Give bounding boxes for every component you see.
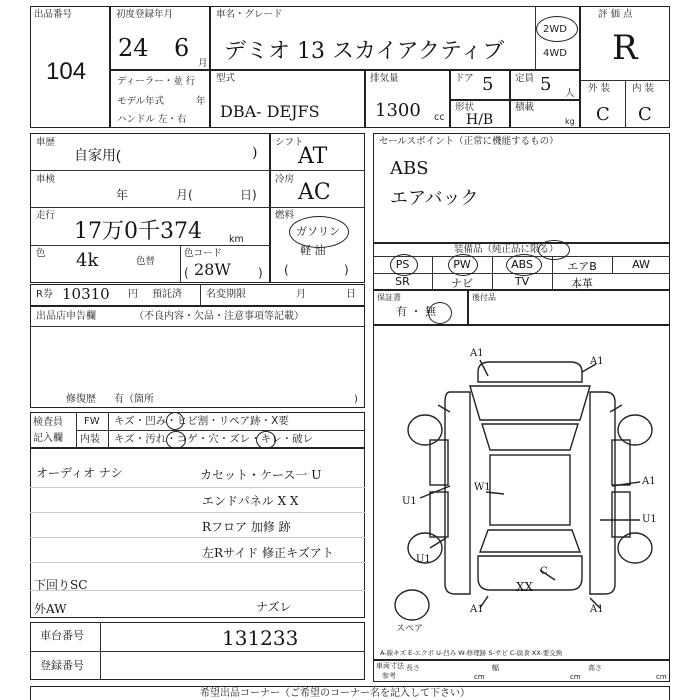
recycle-yen: 円 xyxy=(128,289,138,300)
color-paren-close: ) xyxy=(258,266,263,280)
equip-sr: SR xyxy=(395,275,410,288)
displacement-label: 排気量 xyxy=(370,73,399,84)
fuel-diesel: 軽 油 xyxy=(300,244,326,257)
equip-ps: PS xyxy=(395,258,410,271)
repair-label: 修復歴 xyxy=(66,394,96,405)
km-unit: km xyxy=(229,234,244,245)
load-label: 積載 xyxy=(515,102,535,113)
displacement-value: 1300 xyxy=(375,100,421,121)
notes-label: 出品店申告欄 xyxy=(36,311,96,322)
after-parts-label: 後付品 xyxy=(472,293,496,302)
reg-month: 6 xyxy=(174,34,190,62)
interior-grade: C xyxy=(638,104,652,125)
comment-left-side: 左Rサイド 修正キズアト xyxy=(202,546,334,560)
equip-airbag: エアB xyxy=(567,260,597,273)
notes-hint: （不良内容・欠品・注意事項等記載） xyxy=(134,311,304,322)
color-code-value: 28W xyxy=(194,260,231,279)
damage-left-door-w1: W1 xyxy=(474,482,491,493)
name-change-day: 日 xyxy=(346,289,356,300)
damage-right-a1: A1 xyxy=(642,476,656,487)
exterior-grade: C xyxy=(596,104,610,125)
comment-underbody: 下回りSC xyxy=(34,578,88,592)
spare-label: スペア xyxy=(396,624,424,634)
color-label: 色 xyxy=(36,248,46,259)
cc-unit: cc xyxy=(434,112,445,123)
color-paren-open: ( xyxy=(184,266,189,280)
capacity-label: 定員 xyxy=(515,73,535,84)
dimensions-width-cm: cm xyxy=(570,673,581,681)
interior-items: キズ・汚れ・コゲ・穴・ズレ・キレ・破レ xyxy=(114,433,314,445)
damage-front-right-a1: A1 xyxy=(590,356,604,367)
reg-number-label: 登録番号 xyxy=(40,659,84,672)
handle-label: ハンドル 左・右 xyxy=(117,114,187,125)
grade-value: R xyxy=(612,28,638,68)
damage-left-u1: U1 xyxy=(402,496,417,507)
damage-right-u1: U1 xyxy=(642,514,657,525)
color-value: 4k xyxy=(76,250,99,271)
dimensions-length-cm: cm xyxy=(474,673,485,681)
color-code-label: 色コード xyxy=(184,248,223,259)
doors-label: ドア xyxy=(455,73,474,84)
interior-inspect-label: 内装 xyxy=(80,434,100,445)
comment-cassette: カセット・ケース一 U xyxy=(200,468,322,482)
shaken-year: 年 xyxy=(116,188,129,202)
fuel-paren-close: ) xyxy=(344,263,349,277)
dimensions-length: 長さ xyxy=(406,664,420,672)
equip-navi: ナビ xyxy=(451,277,473,290)
mileage-label: 走行 xyxy=(36,210,56,221)
selling-point-2: エアバック xyxy=(390,188,479,209)
damage-legend: A-線キズ E-エクボ U-凹み W-修理跡 S-サビ C-腐食 XX-要交換 xyxy=(380,649,563,657)
shape-value: H/B xyxy=(466,112,494,128)
shaken-month: 月( xyxy=(176,188,193,202)
recycle-r-value: 10310 xyxy=(62,285,110,303)
grade-label: 評 価 点 xyxy=(598,9,633,20)
fw-label: FW xyxy=(84,416,100,427)
chassis-value: 131233 xyxy=(222,626,299,650)
fw-items: キズ・凹み・ヒビ割・リペア跡・X要 xyxy=(114,415,289,427)
history-label: 車歴 xyxy=(36,137,56,148)
inspector-label: 検査員 xyxy=(33,417,63,428)
damage-front-a1: A1 xyxy=(470,348,484,359)
entry-label: 記入欄 xyxy=(33,433,63,444)
dimensions-sub: 参考 xyxy=(382,672,396,680)
equipment-title: 装備品（純正品に限る） xyxy=(454,244,559,255)
chassis-label: 車台番号 xyxy=(40,629,84,642)
exterior-label: 外 装 xyxy=(588,83,611,94)
name-change-month: 月 xyxy=(296,289,306,300)
damage-rear-c: C xyxy=(540,566,548,577)
drive-2wd: 2WD xyxy=(543,24,567,35)
reg-month-unit: 月 xyxy=(198,58,208,69)
lot-label: 出品番号 xyxy=(34,9,73,20)
damage-rear-a1: A1 xyxy=(470,604,484,615)
selling-point-1: ABS xyxy=(390,158,429,179)
repaint-label: 色替 xyxy=(136,256,156,267)
ac-label: 冷房 xyxy=(275,174,295,185)
model-code: DBA- DEJFS xyxy=(220,102,320,121)
person-unit: 人 xyxy=(565,88,575,99)
damage-rear-xx: XX xyxy=(516,580,534,594)
shaken-day: 日) xyxy=(240,188,257,202)
equip-tv: TV xyxy=(514,275,530,288)
reg-year: 24 xyxy=(118,34,149,62)
comment-rear-floor: Rフロア 加修 跡 xyxy=(202,520,291,534)
equip-abs: ABS xyxy=(511,258,533,271)
name-change-label: 名変期限 xyxy=(206,289,246,300)
equip-leather: 本革 xyxy=(571,277,593,290)
car-name: デミオ 13 スカイアクティブ xyxy=(224,39,505,64)
drive-4wd: 4WD xyxy=(543,48,567,59)
dimensions-label: 車両寸法 xyxy=(376,662,404,670)
shape-label: 形状 xyxy=(455,102,475,113)
interior-label: 内 装 xyxy=(632,83,655,94)
reg-label: 初度登録年月 xyxy=(116,9,174,20)
dimensions-height: 高さ xyxy=(588,664,602,672)
comment-audio: オーディオ ナシ xyxy=(36,466,123,480)
shaken-label: 車検 xyxy=(36,174,56,185)
dimensions-width: 幅 xyxy=(492,664,499,672)
warranty-label: 保証書 xyxy=(377,293,401,302)
model-year-label: モデル年式 xyxy=(117,96,165,107)
recycle-r-label: R券 xyxy=(36,289,53,300)
kg-unit: kg xyxy=(565,117,575,126)
damage-rear-right-a1: A1 xyxy=(590,604,604,615)
history-close: ) xyxy=(252,145,258,161)
doors-value: 5 xyxy=(482,74,494,95)
fuel-label: 燃料 xyxy=(275,210,295,221)
mileage-value: 17万0千374 xyxy=(74,219,202,244)
model-label: 型式 xyxy=(216,73,236,84)
equip-aw: AW xyxy=(632,258,650,271)
model-year-unit: 年 xyxy=(196,96,206,107)
shift-label: シフト xyxy=(275,137,304,148)
dimensions-height-cm: cm xyxy=(656,673,667,681)
name-label: 車名・グレード xyxy=(216,9,283,20)
fuel-paren-open: ( xyxy=(284,263,289,277)
shift-value: AT xyxy=(298,144,328,169)
warranty-options: 有 ・ 無 xyxy=(396,305,436,318)
fuel-gas: ガソリン xyxy=(296,225,340,238)
footer-text: 希望出品コーナー（ご希望のコーナー名を記入して下さい） xyxy=(200,688,470,699)
repair-close: ) xyxy=(354,394,358,405)
equip-pw: PW xyxy=(453,258,471,271)
history-value: 自家用( xyxy=(74,147,121,163)
capacity-value: 5 xyxy=(540,74,552,95)
comment-end-panel: エンドパネル X X xyxy=(202,494,299,508)
selling-points-label: セールスポイント（正常に機能するもの） xyxy=(379,136,559,147)
repair-value: 有（箇所 xyxy=(114,394,154,405)
comment-aw: 外AW xyxy=(34,602,67,616)
comment-scuff: ナズレ xyxy=(256,600,292,614)
damage-rear-left-u1: U1 xyxy=(416,554,431,565)
recycle-deposit: 預託済 xyxy=(152,289,182,300)
lot-number: 104 xyxy=(46,58,87,85)
ac-value: AC xyxy=(298,180,331,205)
dealer-label: ディーラー・並 行 xyxy=(117,76,196,87)
